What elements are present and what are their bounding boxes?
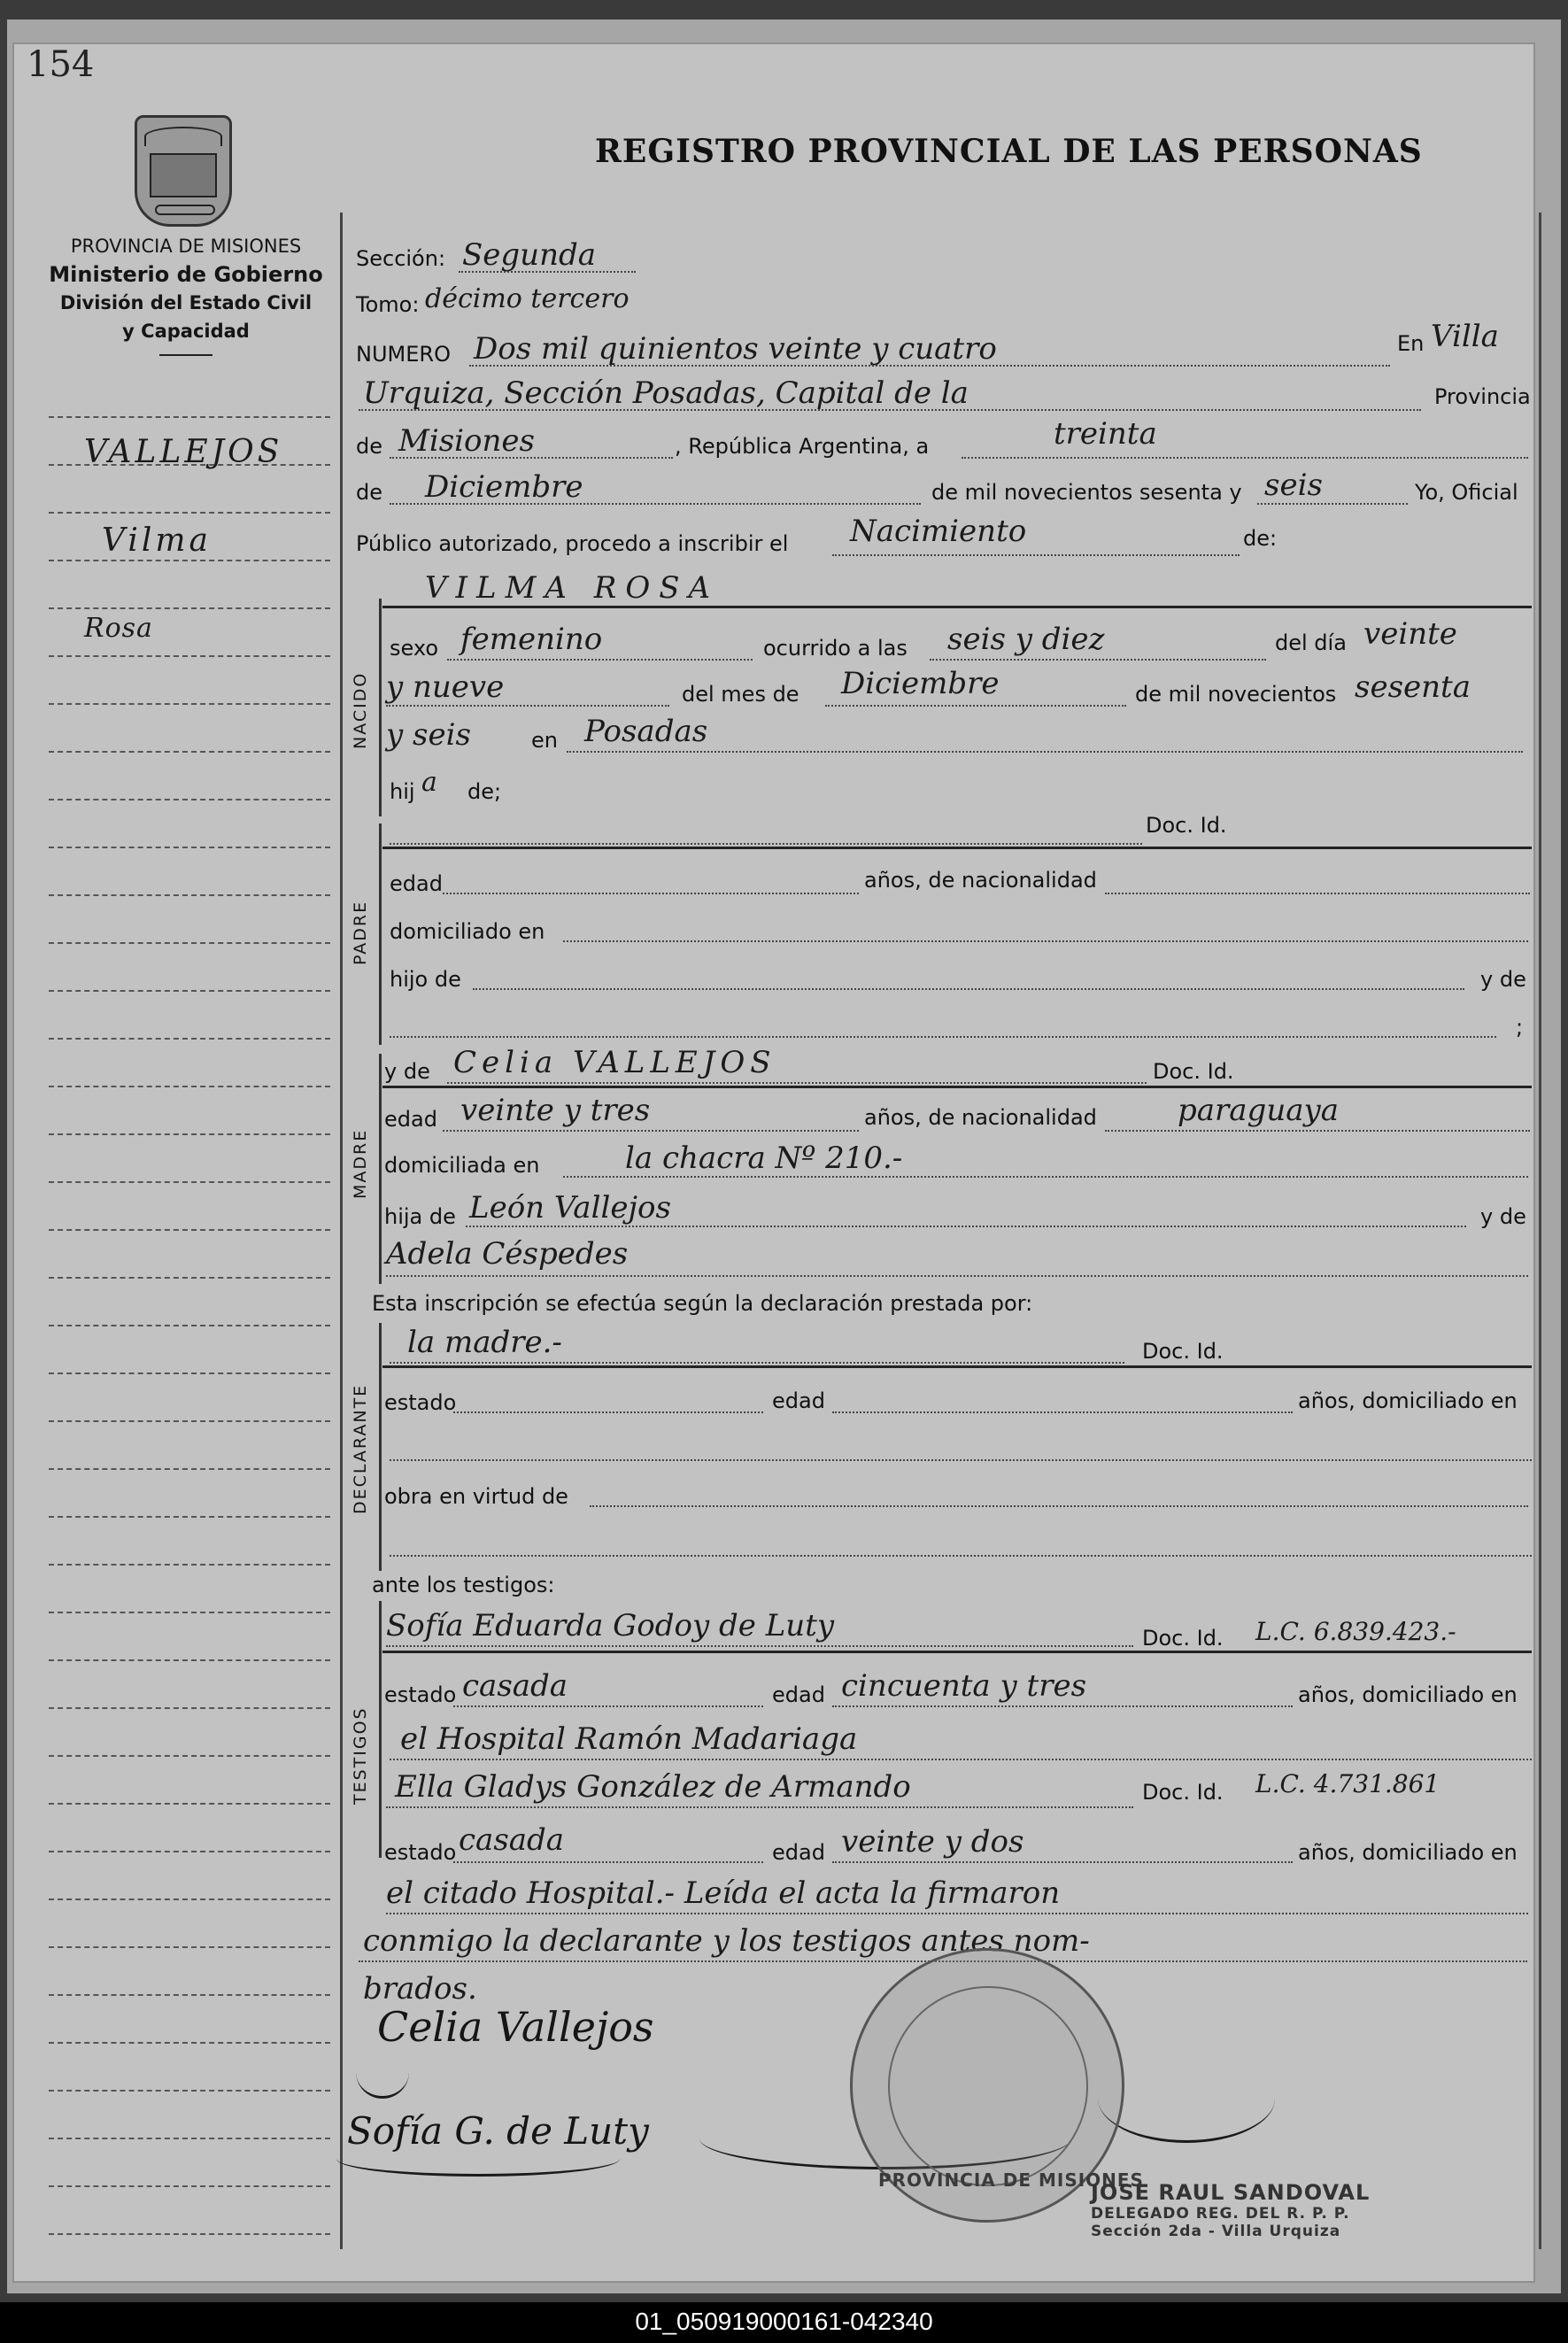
madre-yde2-label: y de (1480, 1204, 1526, 1229)
margin-ruled-line (49, 703, 330, 705)
anio-value: seis (1264, 468, 1323, 503)
agency-province: PROVINCIA DE MISIONES (70, 236, 302, 257)
margin-ruled-line (49, 2042, 330, 2044)
declarante-section-label: DECLARANTE (351, 1383, 370, 1514)
testigo1-estado-label: estado (384, 1682, 457, 1707)
madre-section-label: MADRE (351, 1128, 370, 1199)
numero-label: NUMERO (356, 342, 451, 367)
madre-hija-label: hija de (384, 1204, 456, 1229)
numero-value: Dos mil quinientos veinte y cuatro (474, 331, 997, 367)
provincia-label: Provincia (1434, 384, 1531, 409)
padre-edad-line (443, 893, 859, 894)
testigo1-estado: casada (462, 1668, 568, 1704)
madre-edad-label: edad (384, 1107, 437, 1132)
margin-ruled-line (49, 2090, 330, 2092)
testigo2-docid-label: Doc. Id. (1142, 1780, 1224, 1805)
testigo2-estado-line (453, 1861, 763, 1863)
testigo2-anios-label: años, domiciliado en (1298, 1840, 1518, 1865)
closing-line2: brados. (363, 1971, 477, 2007)
official-title: DELEGADO REG. DEL R. P. P. (1091, 2205, 1350, 2223)
madre-nombre: Celia VALLEJOS (453, 1045, 776, 1080)
oficial-label: Yo, Oficial (1415, 480, 1518, 505)
margin-ruled-line (49, 607, 330, 609)
testigo1-domicilio: el Hospital Ramón Madariaga (400, 1721, 858, 1757)
nacido-nombre: VILMA ROSA (425, 570, 720, 606)
anio-line (1257, 503, 1408, 505)
declarante-dom-line (390, 1459, 1532, 1461)
numero-line (469, 365, 1390, 367)
del-dia-label: del día (1275, 630, 1347, 655)
madre-madre-line (386, 1275, 1528, 1277)
hora-line (930, 659, 1266, 661)
declarante-edad-label: edad (772, 1388, 825, 1413)
margin-ruled-line (49, 942, 330, 944)
acto-value: Nacimiento (850, 514, 1027, 549)
dia-value: treinta (1054, 416, 1157, 452)
agency-capacity: y Capacidad (122, 321, 250, 342)
seccion-label: Sección: (356, 246, 446, 271)
testigo2-estado: casada (459, 1822, 565, 1858)
padre-dom-line (563, 940, 1528, 942)
official-name: JOSE RAUL SANDOVAL (1091, 2180, 1371, 2205)
margin-ruled-line (49, 1851, 330, 1852)
margin-ruled-line (49, 1946, 330, 1948)
margin-ruled-line (49, 1898, 330, 1900)
margin-ruled-line (49, 847, 330, 848)
closing-line1: conmigo la declarante y los testigos antes nom- (363, 1923, 1090, 1959)
madre-madre-value: Adela Céspedes (386, 1236, 629, 1272)
anio-nac-value2: y seis (386, 717, 471, 753)
hora-value: seis y diez (947, 622, 1105, 657)
testigo2-docid: L.C. 4.731.861 (1255, 1769, 1441, 1798)
margin-ruled-line (49, 894, 330, 896)
margin-ruled-line (49, 1803, 330, 1805)
image-id-label: 01_050919000161-042340 (635, 2308, 933, 2335)
madre-padre-value: León Vallejos (469, 1190, 671, 1226)
place-line (359, 409, 1421, 411)
hij-value: a (421, 767, 437, 798)
declarante-signature: Celia Vallejos (377, 2003, 654, 2051)
margin-ruled-line (49, 1373, 330, 1374)
padre-bar (379, 824, 382, 1045)
padre-nac-line (1105, 893, 1530, 894)
tomo-value: décimo tercero (425, 283, 630, 314)
nacido-top-rule (382, 606, 1532, 608)
declarante-estado-label: estado (384, 1390, 457, 1415)
testigo1-edad-label: edad (772, 1682, 825, 1707)
testigo1-anios-label: años, domiciliado en (1298, 1682, 1518, 1707)
margin-ruled-line (49, 2185, 330, 2187)
testigo1-nombre: Sofía Eduarda Godoy de Luty (386, 1608, 835, 1643)
madre-anios-label: años, de nacionalidad (864, 1105, 1097, 1130)
declarante-line (390, 1362, 1124, 1364)
margin-ruled-line (49, 990, 330, 992)
margin-ruled-line (49, 1707, 330, 1709)
sexo-value: femenino (460, 622, 603, 657)
anio-nac-value: sesenta (1355, 669, 1471, 705)
padre-name-line (390, 843, 1142, 845)
madre-top-rule (382, 1086, 1532, 1088)
declarante-nombre: la madre.- (407, 1325, 562, 1360)
padre-docid-label: Doc. Id. (1146, 813, 1227, 838)
dia-nac-value2: y nueve (386, 669, 505, 705)
testigo2-line (386, 1806, 1133, 1808)
nacido-bar (379, 599, 382, 816)
seccion-line (459, 271, 636, 273)
padre-hijo-label: hijo de (390, 967, 461, 992)
agency-header (35, 232, 336, 356)
testigo2-nombre: Ella Gladys González de Armando (395, 1769, 911, 1805)
madre-domicilio-label: domiciliada en (384, 1153, 540, 1178)
madre-dom-line (563, 1176, 1528, 1178)
testigo1-dom-line (390, 1759, 1532, 1760)
madre-yde-label: y de (384, 1059, 430, 1084)
official-stamp (1091, 2180, 1370, 2240)
lugar-value: Posadas (584, 714, 708, 749)
testigo1-docid: L.C. 6.839.423.- (1255, 1617, 1456, 1646)
madre-nombre-line (447, 1082, 1147, 1084)
corner-page-note: 154 (27, 44, 95, 85)
sexo-label: sexo (390, 636, 438, 661)
margin-ruled-line (49, 1516, 330, 1518)
testigo2-edad: veinte y dos (841, 1824, 1024, 1860)
acto-line (832, 554, 1240, 556)
margin-ruled-line (49, 464, 330, 466)
margin-ruled-line (49, 2138, 330, 2139)
declarante-obra-line (590, 1505, 1528, 1507)
en-label: En (1397, 331, 1425, 356)
agency-ministry: Ministerio de Gobierno (49, 262, 323, 287)
testigos-section-label: TESTIGOS (351, 1706, 370, 1805)
de-label: de (356, 434, 382, 459)
madre-domicilio-value: la chacra Nº 210.- (625, 1141, 903, 1176)
padre-domicilio-label: domiciliado en (390, 919, 545, 944)
testigo2-domicilio: el citado Hospital.- Leída el acta la firmaron (386, 1875, 1061, 1911)
margin-ruled-line (49, 751, 330, 753)
document-title: REGISTRO PROVINCIAL DE LAS PERSONAS (595, 133, 1423, 170)
madre-nacionalidad-value: paraguaya (1178, 1093, 1339, 1128)
declarante-intro: Esta inscripción se efectúa según la declaración prestada por: (372, 1291, 1033, 1316)
madre-docid-label: Doc. Id. (1153, 1059, 1234, 1084)
margin-ruled-line (49, 1468, 330, 1470)
declarante-edad-line (832, 1411, 1293, 1413)
mes-value: Diciembre (425, 469, 583, 505)
seccion-value: Segunda (462, 237, 597, 273)
republica-label: , República Argentina, a (675, 434, 930, 459)
hij-de-label: de; (467, 779, 502, 804)
testigos-bar (379, 1601, 382, 1858)
margin-divider (340, 213, 343, 2249)
sexo-line (447, 659, 753, 661)
del-mes-label: del mes de (682, 682, 799, 707)
margin-ruled-line (49, 560, 330, 561)
margin-ruled-line (49, 1612, 330, 1613)
declarante-docid-label: Doc. Id. (1142, 1339, 1224, 1364)
madre-hija-line (466, 1226, 1466, 1227)
right-border (1539, 213, 1541, 2249)
provincia-line (390, 457, 673, 459)
provincia-value: Misiones (398, 423, 535, 459)
stamp-inner-ring (888, 1986, 1088, 2186)
registrar-signature-stroke (1098, 2054, 1275, 2143)
margin-ruled-line (49, 2233, 330, 2235)
testigo2-dom-line (386, 1913, 1528, 1914)
de3-label: de: (1243, 526, 1278, 551)
testigo-signature: Sofía G. de Luty (347, 2109, 649, 2153)
margin-ruled-line (49, 1038, 330, 1040)
declarante-bar (379, 1323, 382, 1571)
testigo-signature-stroke (336, 2141, 620, 2177)
agency-division: División del Estado Civil (59, 292, 313, 313)
ocurrido-label: ocurrido a las (763, 636, 908, 661)
padre-semicolon: ; (1516, 1015, 1524, 1040)
testigo1-docid-label: Doc. Id. (1142, 1626, 1224, 1651)
margin-middle-name: Rosa (84, 613, 153, 644)
province-coat-of-arms-icon (135, 115, 232, 227)
margin-ruled-line (49, 799, 330, 800)
declarante-anios-label: años, domiciliado en (1298, 1388, 1518, 1413)
publico-label: Público autorizado, procedo a inscribir el (356, 531, 789, 556)
padre-anios-label: años, de nacionalidad (864, 868, 1097, 893)
padre-edad-label: edad (390, 871, 443, 896)
mes-nac-value: Diciembre (841, 666, 1000, 701)
mes-line (390, 503, 921, 505)
tomo-label: Tomo: (356, 292, 420, 317)
madre-edad-line (443, 1130, 859, 1132)
hij-label: hij (390, 779, 415, 804)
round-stamp-text: PROVINCIA DE MISIONES (878, 2169, 1144, 2191)
testigo2-estado-label: estado (384, 1840, 457, 1865)
margin-ruled-line (49, 1277, 330, 1279)
dia-nac-value: veinte (1363, 616, 1457, 652)
madre-bar (379, 1054, 382, 1284)
testigo1-edad: cincuenta y tres (841, 1668, 1087, 1704)
padre-section-label: PADRE (351, 900, 370, 965)
margin-ruled-line (49, 1659, 330, 1661)
padre-yde-label: y de (1480, 967, 1526, 992)
testigos-top-rule (382, 1651, 1532, 1653)
margin-ruled-line (49, 1994, 330, 1996)
testigo1-line (386, 1645, 1133, 1647)
margin-ruled-line (49, 1133, 330, 1135)
place-value: Urquiza, Sección Posadas, Capital de la (363, 375, 969, 411)
padre-hijo-line (473, 988, 1464, 990)
madre-nac-line (1105, 1130, 1530, 1132)
margin-surname: VALLEJOS (84, 434, 283, 470)
nacido-section-label: NACIDO (351, 671, 370, 749)
dia2-line (386, 705, 669, 707)
agency-divider (159, 354, 212, 356)
madre-edad-value: veinte y tres (460, 1093, 651, 1128)
margin-ruled-line (49, 1564, 330, 1566)
dia-line (962, 457, 1528, 459)
declarante-obra-line2 (390, 1555, 1532, 1557)
margin-ruled-line (49, 1086, 330, 1087)
en-value: Villa (1431, 319, 1499, 354)
mes-nac-line (825, 705, 1126, 707)
testigo2-edad-line (832, 1861, 1293, 1863)
margin-ruled-line (49, 1229, 330, 1231)
de2-label: de (356, 480, 382, 505)
testigos-intro: ante los testigos: (372, 1573, 555, 1597)
testigo1-estado-line (453, 1705, 763, 1707)
margin-ruled-line (49, 512, 330, 514)
margin-ruled-line (49, 655, 330, 657)
margin-ruled-line (49, 1325, 330, 1326)
testigo2-edad-label: edad (772, 1840, 825, 1865)
declarante-obra-label: obra en virtud de (384, 1484, 568, 1509)
padre-madre-line (390, 1036, 1496, 1038)
declarante-top-rule (382, 1365, 1532, 1368)
margin-ruled-line (49, 1755, 330, 1757)
official-section: Sección 2da - Villa Urquiza (1091, 2223, 1341, 2240)
margin-column (49, 363, 332, 2249)
declarante-estado-line (453, 1411, 763, 1413)
padre-top-rule (382, 847, 1532, 849)
margin-ruled-line (49, 1420, 330, 1422)
anio-label: de mil novecientos sesenta y (931, 480, 1242, 505)
testigo1-edad-line (832, 1705, 1293, 1707)
margin-first-name: Vilma (102, 522, 212, 559)
margin-ruled-line (49, 1181, 330, 1183)
nacido-en-label: en (531, 728, 558, 753)
lugar-line (567, 751, 1523, 753)
signature-flourish (356, 2045, 409, 2099)
margin-ruled-line (49, 416, 330, 418)
mil-label: de mil novecientos (1135, 682, 1337, 707)
